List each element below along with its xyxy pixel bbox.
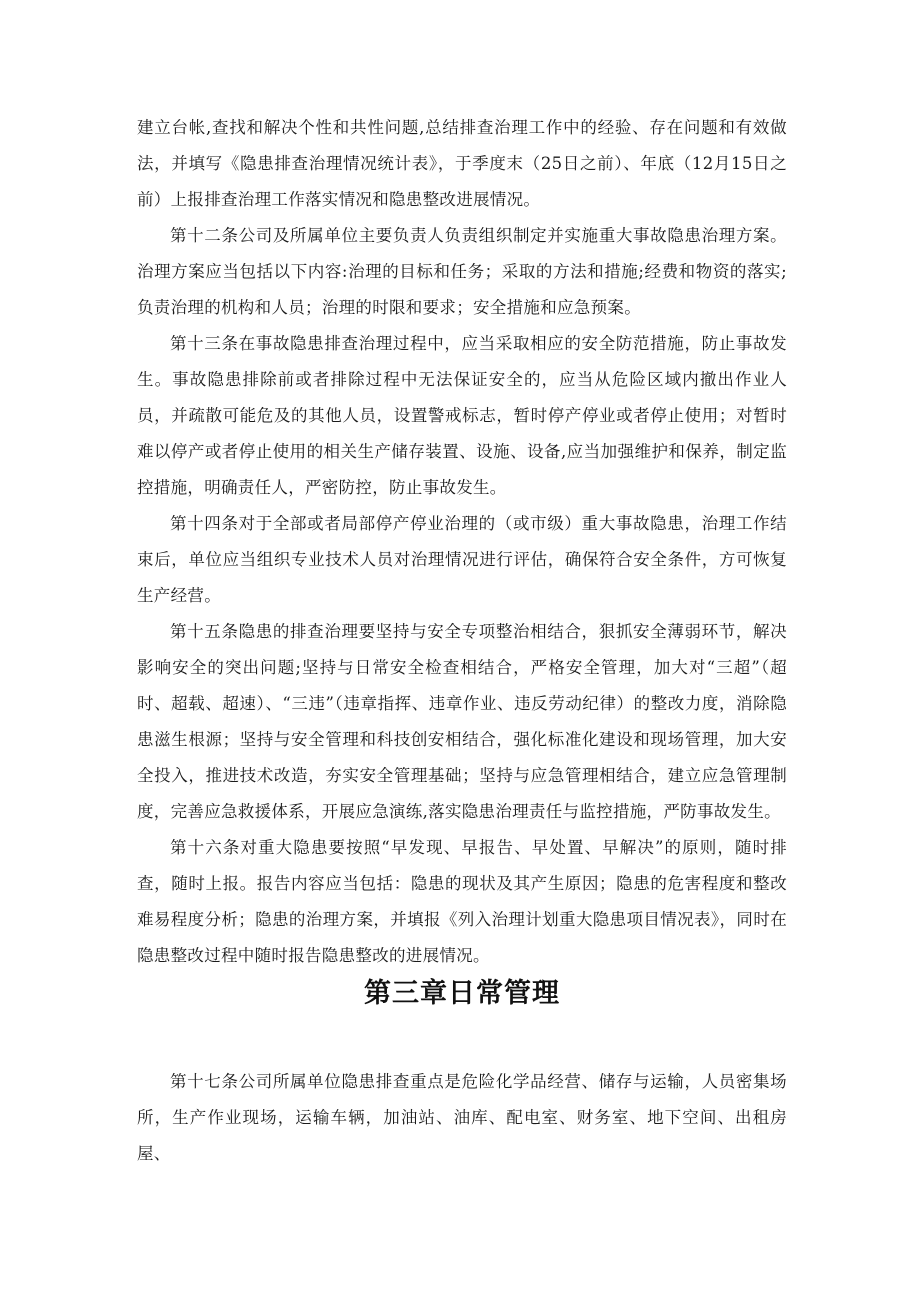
- paragraph-article-16: 第十六条对重大隐患要按照“早发现、早报告、早处置、早解决”的原则，随时排查，随时上报。报告内容应当包括：隐患的现状及其产生原因；隐患的危害程度和整改难易程度分析；隐患的治理方案，并填报《列入治理计划重大隐患项目情况表》，同时在隐患整改过程中随时报告隐患整改的进展情况。: [137, 838, 787, 965]
- paragraph-continuation: 建立台帐,查找和解决个性和共性问题,总结排查治理工作中的经验、存在问题和有效做法，并填写《隐患排查治理情况统计表》，于季度末（25日之前）、年底（12月15日之前）上报排查治理工作落实情况和隐患整改进展情况。: [137, 118, 787, 209]
- paragraph-article-15: 第十五条隐患的排查治理要坚持与安全专项整治相结合，狠抓安全薄弱环节，解决影响安全的突出问题;坚持与日常安全检查相结合，严格安全管理，加大对“三超”（超时、超载、超速）、“三违”（违章指挥、违章作业、违反劳动纪律）的整改力度，消除隐患滋生根源；坚持与安全管理和科技创安相结合，强化标准化建设和现场管理，加大安全投入，推进技术改造，夯实安全管理基础；坚持与应急管理相结合，建立应急管理制度，完善应急救援体系，开展应急演练,落实隐患治理责任与监控措施，严防事故发生。: [137, 622, 787, 821]
- paragraph-article-13: 第十三条在事故隐患排查治理过程中，应当采取相应的安全防范措施，防止事故发生。事故隐患排除前或者排除过程中无法保证安全的，应当从危险区域内撤出作业人员，并疏散可能危及的其他人员，设置警戒标志，暂时停产停业或者停止使用；对暂时难以停产或者停止使用的相关生产储存装置、设施、设备,应当加强维护和保养，制定监控措施，明确责任人，严密防控，防止事故发生。: [137, 334, 787, 497]
- chapter-title: 第三章日常管理: [364, 978, 560, 1009]
- chapter-spacer: [137, 1030, 787, 1064]
- document-body: [137, 110, 787, 1172]
- paragraph-article-12: 第十二条公司及所属单位主要负责人负责组织制定并实施重大事故隐患治理方案。治理方案应当包括以下内容:治理的目标和任务；采取的方法和措施;经费和物资的落实;负责治理的机构和人员；治理的时限和要求；安全措施和应急预案。: [137, 226, 787, 317]
- paragraph-article-17: 第十七条公司所属单位隐患排查重点是危险化学品经营、储存与运输，人员密集场所，生产作业现场，运输车辆，加油站、油库、配电室、财务室、地下空间、出租房屋、: [137, 1072, 787, 1163]
- paragraph-article-14: 第十四条对于全部或者局部停产停业治理的（或市级）重大事故隐患，治理工作结束后，单位应当组织专业技术人员对治理情况进行评估，确保符合安全条件，方可恢复生产经营。: [137, 514, 787, 605]
